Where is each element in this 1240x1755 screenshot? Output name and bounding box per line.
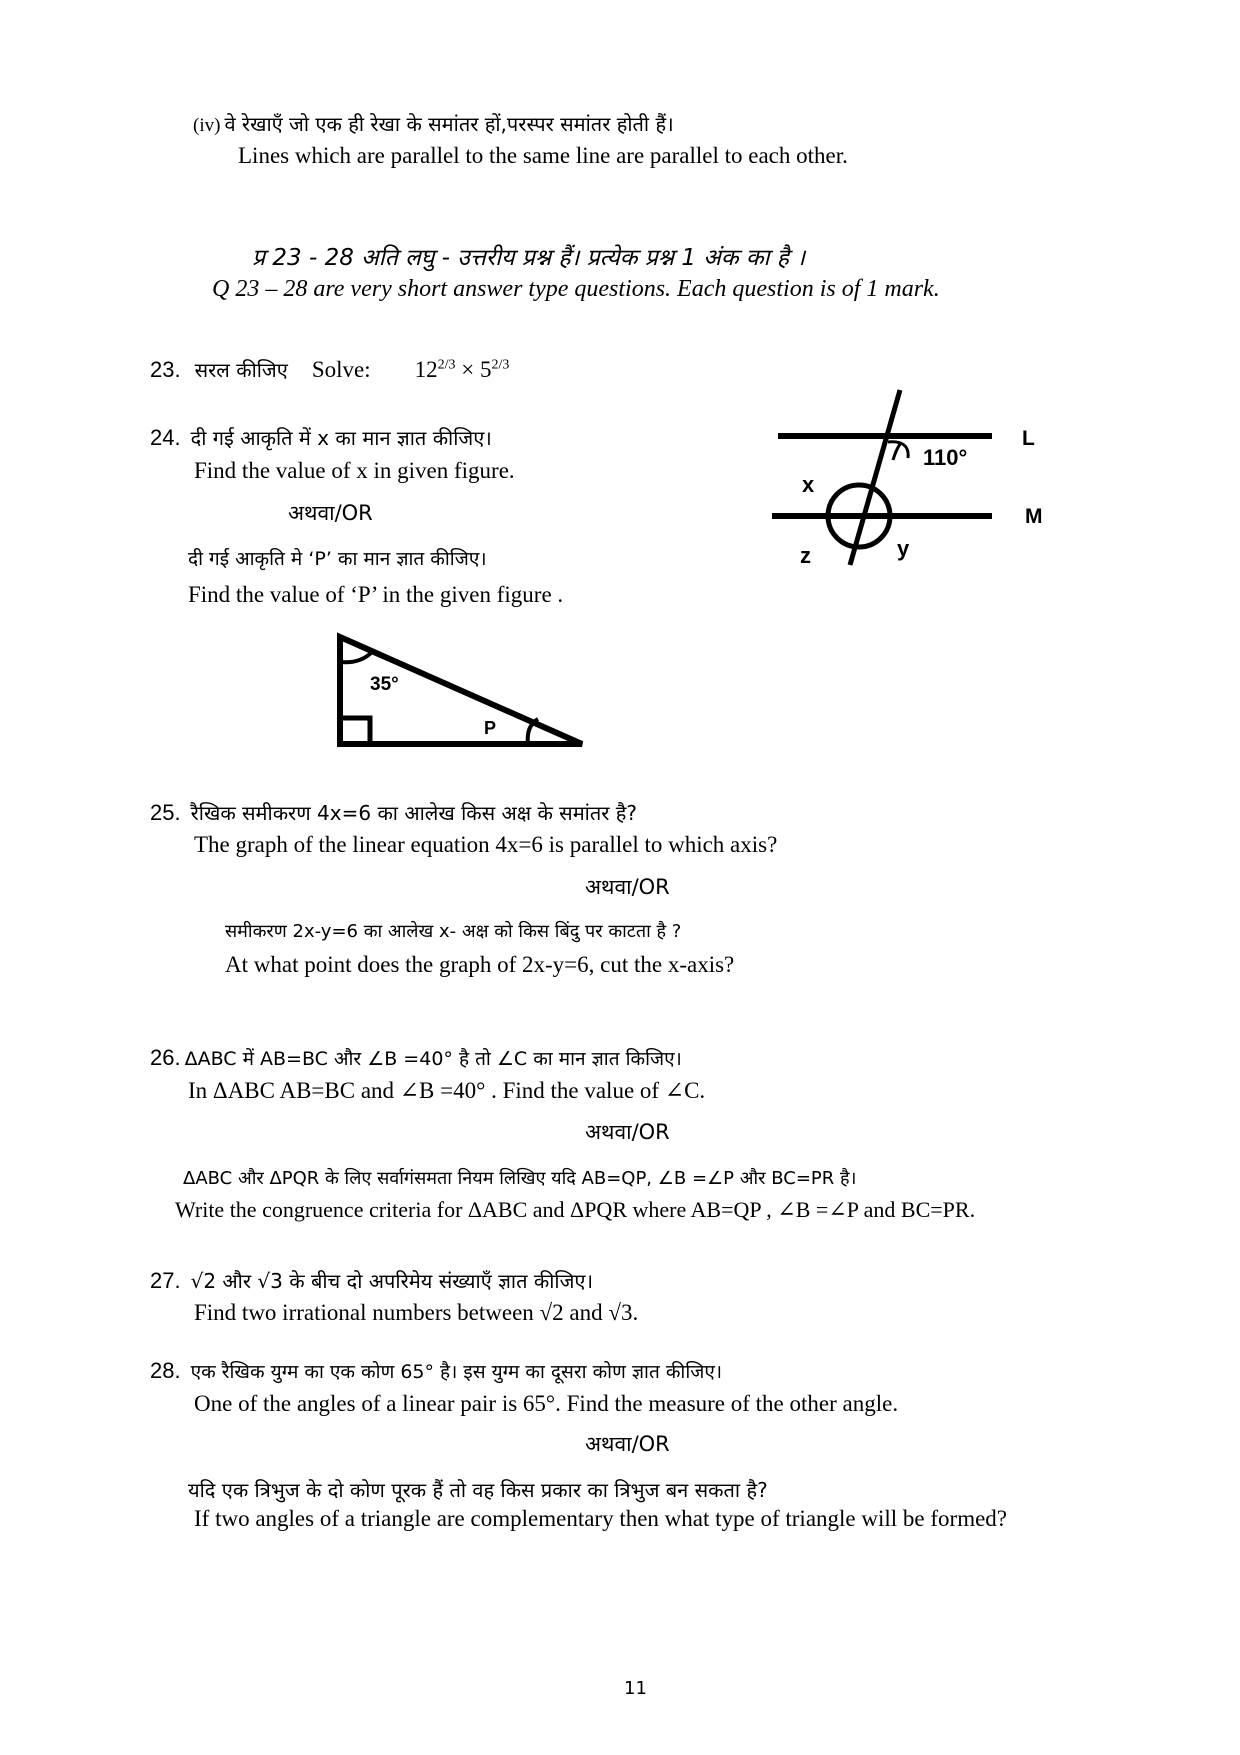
question-28-alt-english: If two angles of a triangle are complementary then what type of triangle will be formed? <box>194 1506 1007 1531</box>
question-23 <box>150 356 509 383</box>
question-number: 27. <box>150 1268 181 1293</box>
question-28-alt-hindi: यदि एक त्रिभुज के दो कोण पूरक हैं तो वह किस प्रकार का त्रिभुज बन सकता है? <box>188 1478 768 1502</box>
line-m-label: M <box>1025 505 1043 528</box>
section-heading-english: Q 23 – 28 are very short answer type questions. Each question is of 1 mark. <box>212 276 940 302</box>
question-number: 25. <box>150 800 181 825</box>
question-23-hindi: सरल कीजिए <box>194 358 288 382</box>
or-separator: अथवा/OR <box>585 1432 670 1456</box>
prev-item-hindi: वे रेखाएँ जो एक ही रेखा के समांतर हों,परस्पर समांतर होती हैं। <box>224 112 674 136</box>
question-27-english: Find two irrational numbers between √2 and √3. <box>194 1300 639 1325</box>
question-26-hindi: ΔABC में AB=BC और ∠B =40° है तो ∠C का मान ज्ञात किजिए। <box>184 1048 682 1070</box>
line-l-label: L <box>1022 427 1035 450</box>
question-25-english: The graph of the linear equation 4x=6 is parallel to which axis? <box>194 832 778 857</box>
question-24-alt-english: Find the value of ‘P’ in the given figure . <box>188 582 564 607</box>
question-24-alt-hindi: दी गई आकृति मे ‘P’ का मान ज्ञात कीजिए। <box>188 548 487 570</box>
question-25-hindi: रैखिक समीकरण 4x=6 का आलेख किस अक्ष के समांतर है? <box>190 801 638 825</box>
question-25 <box>150 799 637 826</box>
prev-item <box>193 110 674 137</box>
question-28 <box>150 1358 722 1384</box>
angle-p-label: P <box>484 718 497 738</box>
question-number: 23. <box>150 357 181 382</box>
exponent-1: 2/3 <box>437 357 456 373</box>
z-label: z <box>800 543 811 568</box>
question-25-alt-hindi: समीकरण 2x-y=6 का आलेख x- अक्ष को किस बिंदु पर काटता है ? <box>225 921 682 942</box>
angle-110-label: 110° <box>923 445 968 470</box>
right-triangle-figure <box>330 630 590 755</box>
base-1: 12 <box>414 357 438 382</box>
question-number: 26. <box>150 1045 181 1070</box>
multiply-operator: × <box>461 357 475 382</box>
expression <box>415 357 510 382</box>
question-26-alt-hindi: ΔABC और ΔPQR के लिए सर्वागंसमता नियम लिखिए यदि AB=QP, ∠B =∠P और BC=PR है। <box>183 1168 857 1189</box>
angle-35-label: 35° <box>370 674 399 695</box>
exponent-2: 2/3 <box>491 357 510 373</box>
question-number: 28. <box>150 1358 181 1383</box>
page-number: 11 <box>624 1678 647 1699</box>
right-angle-marker <box>340 718 370 744</box>
question-number: 24. <box>150 425 181 450</box>
or-separator: अथवा/OR <box>288 501 373 525</box>
y-label: y <box>897 536 910 561</box>
question-27 <box>150 1267 593 1294</box>
or-separator: अथवा/OR <box>585 875 670 899</box>
prev-item-label: (iv) <box>193 115 221 136</box>
x-label: x <box>802 472 815 497</box>
question-27-hindi: √2 और √3 के बीच दो अपरिमेय संख्याएँ ज्ञात कीजिए। <box>190 1269 594 1293</box>
question-26-alt-english: Write the congruence criteria for ΔABC and ΔPQR where AB=QP , ∠B =∠P and BC=PR. <box>175 1197 976 1222</box>
question-26-english: In ΔABC AB=BC and ∠B =40° . Find the value of ∠C. <box>188 1078 706 1103</box>
question-28-english: One of the angles of a linear pair is 65°. Find the measure of the other angle. <box>194 1391 899 1416</box>
base-2: 5 <box>480 357 492 382</box>
or-separator: अथवा/OR <box>585 1120 670 1144</box>
prev-item-english: Lines which are parallel to the same line are parallel to each other. <box>238 143 848 168</box>
question-24-hindi: दी गई आकृति में x का मान ज्ञात कीजिए। <box>190 426 492 450</box>
transversal <box>850 390 900 565</box>
question-26 <box>150 1045 682 1071</box>
angle-arc-35 <box>340 652 372 662</box>
question-25-alt-english: At what point does the graph of 2x-y=6, cut the x-axis? <box>225 952 735 977</box>
question-28-hindi: एक रैखिक युग्म का एक कोण 65° है। इस युग्म का दूसरा कोण ज्ञात कीजिए। <box>190 1361 723 1383</box>
question-24 <box>150 424 492 451</box>
question-24-english: Find the value of x in given figure. <box>194 458 515 483</box>
angle-arc-tick <box>893 444 900 460</box>
parallel-lines-figure <box>760 380 1080 580</box>
question-23-english: Solve: <box>311 357 371 382</box>
section-heading-hindi: प्र 23 - 28 अति लघु - उत्तरीय प्रश्न हैं। प्रत्येक प्रश्न 1 अंक का है । <box>252 245 806 271</box>
